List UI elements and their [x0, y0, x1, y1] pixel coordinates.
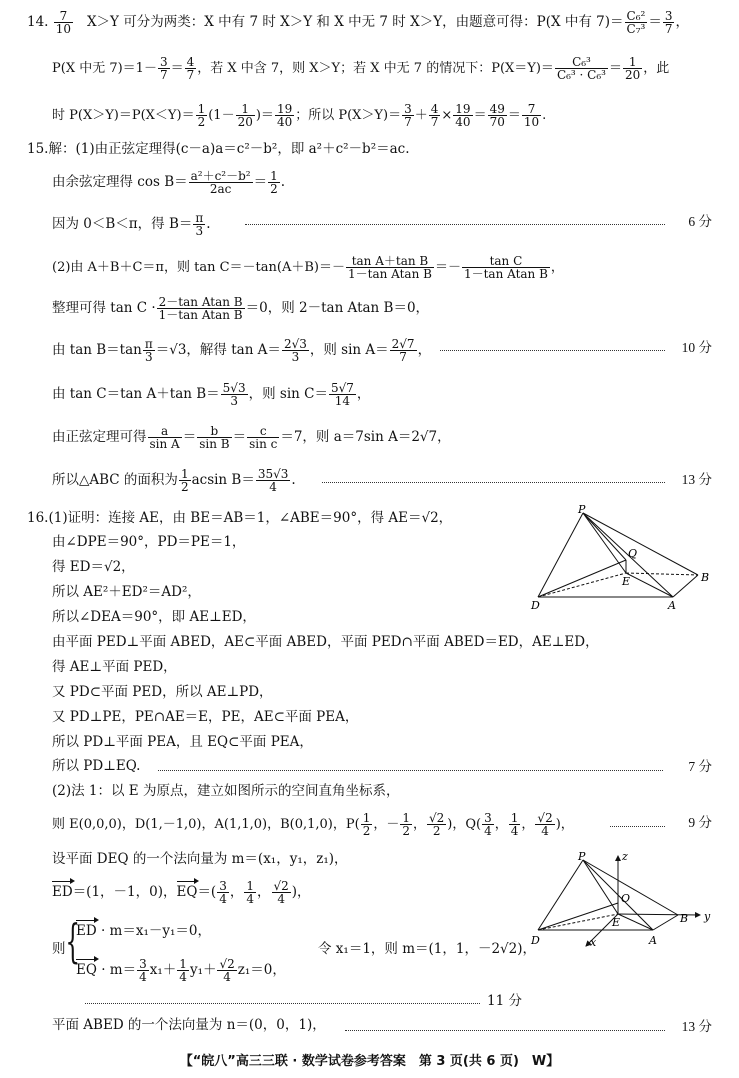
fraction: $\frac{3}{4}$: [219, 879, 227, 906]
edge-AB: [673, 575, 698, 597]
text: 令 x₁＝1，则 m＝(1，1，－2√2)，: [318, 941, 536, 957]
fraction: $\frac{7}{10}$: [523, 102, 540, 129]
label-A: A: [668, 599, 676, 612]
fraction: $\frac{5√7}{14}$: [330, 381, 354, 408]
text: ；所以 P(X＞Y)＝: [295, 108, 402, 123]
text: · m＝: [96, 962, 137, 978]
dot-leader: [158, 770, 663, 771]
fraction: $\frac{3}{7}$: [404, 102, 412, 129]
label-x: x: [590, 936, 597, 949]
edge-PD: [538, 860, 583, 930]
q15-line3: [52, 212, 211, 237]
text: ，此: [643, 61, 670, 76]
fraction: $\frac{\text{tan A＋tan B}}{\text{1－tan Atan B}}$: [347, 254, 432, 281]
text: ，: [229, 884, 244, 900]
fraction: $\frac{a}{\text{sin A}}$: [149, 424, 180, 451]
score-mark: 6 分: [688, 214, 712, 229]
fraction: $\frac{c}{\text{sin c}}$: [249, 424, 278, 451]
score-mark: 11 分: [487, 993, 522, 1009]
label-O: O: [621, 892, 631, 905]
label-Q: Q: [628, 547, 638, 560]
text: 因为 0＜B＜π，得 B＝: [52, 216, 193, 232]
text: 时 P(X＞Y)＝P(X＜Y)＝: [52, 108, 195, 123]
fraction: $\frac{3}{7}$: [664, 9, 673, 36]
q15-line9: [52, 468, 296, 493]
text: 解：(1)由正弦定理得(c－a)a＝c²－b²，即 a²＋c²－b²＝ac.: [48, 141, 410, 157]
fraction: $\frac{\text{tan C}}{\text{1－tan Atan B}}$: [463, 254, 548, 281]
fraction: $\frac{2√7}{7}$: [391, 337, 415, 364]
dot-leader: [322, 482, 665, 483]
text: .: [542, 108, 547, 123]
text: ＝: [232, 429, 247, 445]
label-y: y: [704, 910, 711, 923]
edge-AB: [653, 915, 678, 930]
text: ，: [417, 342, 432, 358]
label-z: z: [622, 850, 628, 863]
text: ，: [257, 884, 271, 900]
q15-line5: [52, 296, 429, 321]
edge-PE: [583, 513, 626, 573]
q16-line10: 所以 PD⊥平面 PEA，且 EQ⊂平面 PEA，: [52, 734, 313, 750]
label-D: D: [531, 599, 540, 612]
q16-line13: [52, 812, 574, 837]
text: z₁＝0，: [237, 962, 286, 978]
q16-line5: 所以∠DEA＝90°，即 AE⊥ED，: [52, 609, 256, 625]
fraction: $\frac{3}{4}$: [484, 811, 492, 838]
q14-line2: [52, 56, 669, 81]
fraction: $\frac{1}{2}$: [402, 811, 410, 838]
q16-line14: 设平面 DEQ 的一个法向量为 m＝(x₁，y₁，z₁)，: [52, 851, 348, 867]
q15-line8: [52, 425, 451, 450]
fraction: $\frac{1}{2}$: [180, 467, 189, 494]
page-footer: 【“皖八”高三三联 · 数学试卷参考答案 第 3 页(共 6 页) W】: [179, 1054, 560, 1069]
q16-line19: 平面 ABED 的一个法向量为 n＝(0，0，1)，: [52, 1017, 326, 1033]
fraction: $\frac{√2}{4}$: [537, 811, 553, 838]
pyramid-figure-1: [528, 505, 718, 617]
text: ，: [550, 260, 564, 275]
score-mark: 7 分: [688, 759, 712, 774]
fraction: $\frac{1}{2}$: [270, 169, 278, 196]
q16-line9: 又 PD⊥PE，PE∩AE＝E，PE，AE⊂平面 PEA，: [52, 709, 359, 725]
text: (1－: [208, 108, 235, 123]
text: ＝－: [434, 260, 461, 275]
text: )＝: [255, 108, 274, 123]
edge-DE: [538, 573, 626, 597]
label-A: A: [649, 934, 657, 947]
text: ，－: [373, 817, 400, 832]
label-E: E: [622, 575, 631, 588]
edge-PD: [538, 513, 583, 597]
q15-line6: [52, 338, 431, 363]
fraction: $\frac{\pi}{3}$: [144, 337, 153, 364]
text: .: [280, 174, 286, 190]
text: (2)由 A＋B＋C＝π，则 tan C＝－tan(A＋B)＝－: [52, 260, 345, 275]
fraction: $\frac{19}{40}$: [276, 102, 293, 129]
fraction: $\frac{4}{7}$: [430, 102, 439, 129]
fraction: $\frac{3}{4}$: [139, 957, 147, 984]
q16-eq2: [76, 958, 286, 983]
q16-eq1: [76, 922, 211, 940]
dot-leader: [245, 224, 665, 225]
text: 则 E(0,0,0)，D(1,－1,0)，A(1,1,0)，B(0,1,0)，P(: [52, 817, 360, 832]
text: ，若 X 中含 7，则 X＞Y；若 X 中无 7 的情况下：P(X＝Y)＝: [197, 61, 554, 76]
q15-line1: [27, 140, 410, 158]
fraction: $\frac{1}{4}$: [246, 879, 254, 906]
fraction: $\frac{1}{4}$: [179, 957, 187, 984]
q14-text: X＞Y 可分为两类：X 中有 7 时 X＞Y 和 X 中无 7 时 X＞Y，由题意可得：P(X 中有 7)＝: [86, 14, 624, 30]
fraction: $\frac{1}{2}$: [197, 102, 206, 129]
q16-line4: 所以 AE²＋ED²＝AD²，: [52, 584, 201, 600]
text: ＝: [170, 61, 184, 76]
text: ＋: [414, 108, 428, 123]
fraction: $\frac{49}{70}$: [489, 102, 505, 129]
q16-line8: 又 PD⊂平面 PED，所以 AE⊥PD，: [52, 684, 273, 700]
q15-line4: [52, 255, 564, 280]
text: 整理可得 tan C ·: [52, 300, 156, 316]
q16-line12: (2)法 1：以 E 为原点，建立如图所示的空间直角坐标系，: [52, 783, 400, 799]
score-mark: 9 分: [688, 815, 712, 830]
system-brace: {: [65, 914, 80, 968]
fraction: $\frac{\text{C₆³}}{\text{C₆³ · C₆³}}$: [556, 55, 606, 82]
q16-line6: 由平面 PED⊥平面 ABED，AE⊂平面 ABED，平面 PED∩平面 ABED＝ED，AE⊥ED，: [52, 634, 599, 650]
fraction: $\frac{√2}{2}$: [429, 811, 445, 838]
text: y₁＋: [189, 962, 217, 978]
score-mark: 13 分: [681, 472, 712, 487]
score-mark: 13 分: [681, 1019, 712, 1034]
text: ＝: [253, 174, 268, 190]
text: 则: [52, 941, 66, 957]
dot-leader: [440, 350, 665, 351]
vector-ED: ED: [52, 884, 73, 900]
vector-EQ: EQ: [176, 884, 198, 900]
text: ＝(: [197, 884, 217, 900]
q16-line11: 所以 PD⊥EQ.: [52, 758, 141, 774]
pyramid-figure-2: [528, 848, 718, 950]
text: ，: [494, 817, 508, 832]
text: )，Q(: [447, 817, 482, 832]
text: ＝√3，解得 tan A＝: [155, 342, 281, 358]
text: ×: [441, 108, 453, 123]
edge-DQ: [538, 560, 626, 597]
vector-ED: ED: [76, 923, 97, 939]
text: ，: [356, 386, 371, 402]
text: ，: [413, 817, 427, 832]
text: ，: [675, 14, 689, 30]
fraction: $\frac{1}{2}$: [362, 811, 371, 838]
q16-line7: 得 AE⊥平面 PED，: [52, 659, 177, 675]
text: ，则 sin A＝: [309, 342, 389, 358]
fraction: $\frac{1}{4}$: [510, 811, 519, 838]
text: ＝0，则 2－tan Atan B＝0，: [245, 300, 430, 316]
text: )，: [291, 884, 311, 900]
text: 所以△ABC 的面积为: [52, 472, 178, 488]
text: ＝: [182, 429, 197, 445]
q16-number: 16.: [27, 510, 49, 526]
text: ＝7，则 a＝7sin A＝2√7，: [280, 429, 451, 445]
label-B: B: [680, 912, 689, 925]
fraction: $\frac{5√3}{3}$: [222, 381, 246, 408]
edge-PB: [583, 860, 678, 915]
label-D: D: [531, 934, 540, 947]
label-B: B: [701, 571, 710, 584]
edge-PB: [583, 513, 698, 575]
text: ，则 sin C＝: [248, 386, 328, 402]
fraction: $\frac{\text{C₆²}}{\text{C₇³}}$: [626, 9, 646, 36]
text: .: [291, 472, 296, 488]
fraction: $\frac{√2}{4}$: [219, 957, 235, 984]
q15-line2: [52, 170, 285, 195]
text: ，: [521, 817, 535, 832]
text: ＝(1，－1，0)，: [72, 884, 177, 900]
fraction: $\frac{19}{40}$: [455, 102, 471, 129]
fraction: $\frac{1}{20}$: [625, 55, 641, 82]
text: ＝: [648, 14, 662, 30]
fraction: $\frac{\text{2－tan Atan B}}{\text{1－tan Atan B}}$: [158, 295, 243, 322]
text: .: [206, 216, 211, 232]
text: x₁＋: [149, 962, 177, 978]
fraction: $\frac{3}{7}$: [159, 55, 168, 82]
text: · m＝x₁－y₁＝0，: [96, 923, 212, 939]
text: 由 tan C＝tan A＋tan B＝: [52, 386, 220, 402]
text: (1)证明：连接 AE，由 BE＝AB＝1，∠ABE＝90°，得 AE＝√2，: [48, 510, 453, 526]
text: 由余弦定理得 cos B＝: [52, 174, 188, 190]
q15-number: 15.: [27, 141, 49, 157]
score-mark: 10 分: [681, 340, 712, 355]
fraction: $\frac{1}{20}$: [237, 102, 253, 129]
dot-leader: [610, 826, 665, 827]
text: ＝: [473, 108, 487, 123]
fraction: $\frac{\pi}{3}$: [195, 211, 204, 238]
q16-line3: 得 ED＝√2，: [52, 559, 135, 575]
edge-PE: [583, 860, 618, 914]
fraction: $\frac{2√3}{3}$: [283, 337, 307, 364]
dot-leader: [85, 1003, 480, 1004]
dot-leader: [345, 1030, 665, 1031]
text: )，: [555, 817, 574, 832]
fraction: $\frac{\text{a²＋c²－b²}}{2ac}$: [190, 169, 251, 196]
q14-line1: [27, 10, 689, 35]
edge-EB: [626, 573, 698, 575]
q14-answer: $\frac{7}{10}$: [55, 9, 72, 36]
q16-line2: 由∠DPE＝90°，PD＝PE＝1，: [52, 534, 246, 550]
fraction: $\frac{4}{7}$: [186, 55, 195, 82]
text: acsin B＝: [191, 472, 255, 488]
text: ＝: [507, 108, 521, 123]
label-P: P: [578, 850, 586, 863]
edge-PQ: [583, 513, 626, 560]
q15-line7: [52, 382, 370, 407]
fraction: $\frac{√2}{4}$: [273, 879, 289, 906]
label-E: E: [612, 916, 621, 929]
text: 由 tan B＝tan: [52, 342, 142, 358]
label-P: P: [578, 505, 586, 516]
text: P(X 中无 7)＝1－: [52, 61, 157, 76]
text: ＝: [609, 61, 623, 76]
text: 由正弦定理可得: [52, 429, 147, 445]
q16-line1: [27, 509, 452, 527]
fraction: $\frac{35√3}{4}$: [257, 467, 289, 494]
fraction: $\frac{b}{\text{sin B}}$: [199, 424, 230, 451]
edge-EA: [626, 573, 673, 597]
q14-line3: [52, 103, 546, 128]
edge-EA: [618, 914, 653, 930]
vector-EQ: EQ: [76, 962, 97, 978]
q14-number: 14.: [27, 14, 49, 30]
q16-line15: [52, 880, 311, 905]
